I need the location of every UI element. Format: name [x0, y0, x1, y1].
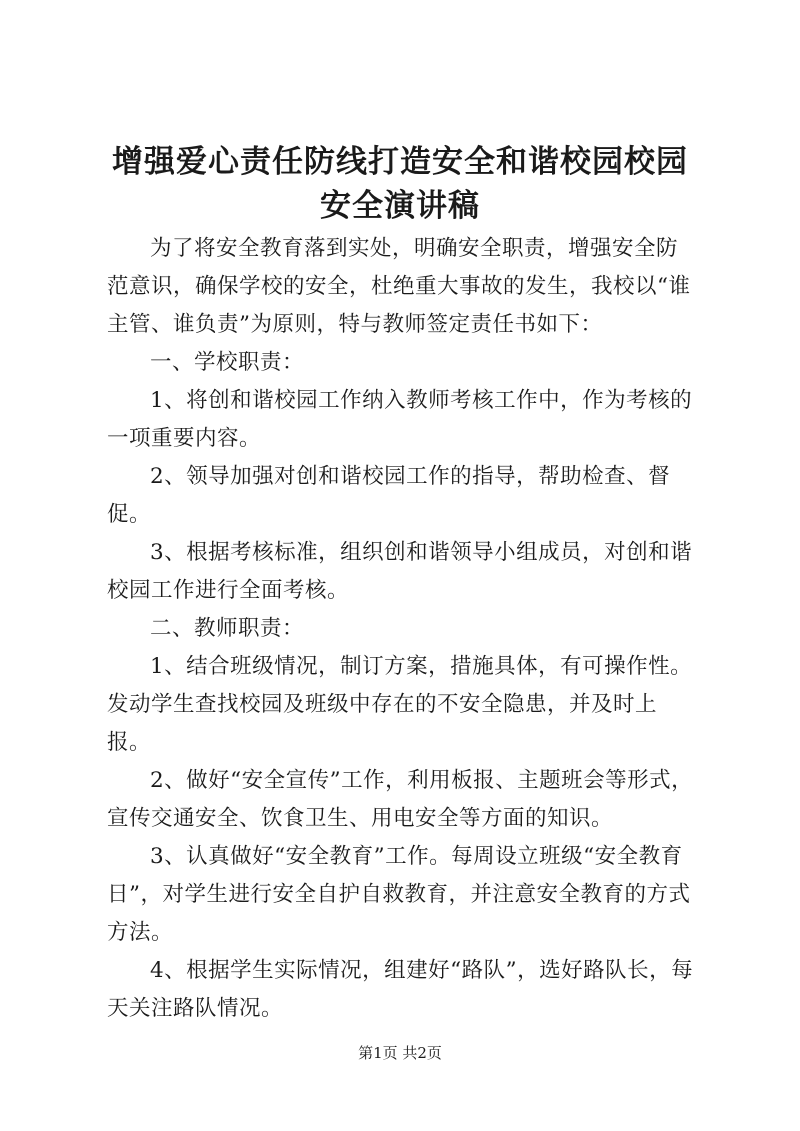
section-heading-teacher: 二、教师职责： — [150, 616, 305, 641]
paragraph-teacher-3: 3、认真做好“安全教育”工作。每周设立班级“安全教育日”，对学生进行安全自护自救教育，并注意安全教育的方式方法。 — [107, 844, 691, 945]
paragraph-school-2: 2、领导加强对创和谐校园工作的指导，帮助检查、督促。 — [107, 464, 671, 527]
page-number-footer: 第1页 共2页 — [358, 1044, 442, 1062]
document-body — [107, 230, 697, 1028]
paragraph-teacher-4: 4、根据学生实际情况，组建好“路队”，选好路队长，每天关注路队情况。 — [107, 958, 694, 1021]
paragraph-school-1: 1、将创和谐校园工作纳入教师考核工作中，作为考核的一项重要内容。 — [107, 388, 693, 451]
paragraph-school-3: 3、根据考核标准，组织创和谐领导小组成员，对创和谐校园工作进行全面考核。 — [107, 540, 693, 603]
paragraph-teacher-2: 2、做好“安全宣传”工作，利用板报、主题班会等形式，宣传交通安全、饮食卫生、用电安全等方面的知识。 — [107, 768, 694, 831]
paragraph-teacher-1: 1、结合班级情况，制订方案，措施具体，有可操作性。发动学生查找校园及班级中存在的不安全隐患，并及时上报。 — [107, 654, 693, 755]
section-heading-school: 一、学校职责： — [150, 350, 305, 375]
document-title: 增强爱心责任防线打造安全和谐校园校园安全演讲稿 — [112, 144, 688, 224]
paragraph-intro: 为了将安全教育落到实处，明确安全职责，增强安全防范意识，确保学校的安全，杜绝重大事故的发生，我校以“谁主管、谁负责”为原则，特与教师签定责任书如下： — [107, 236, 691, 337]
